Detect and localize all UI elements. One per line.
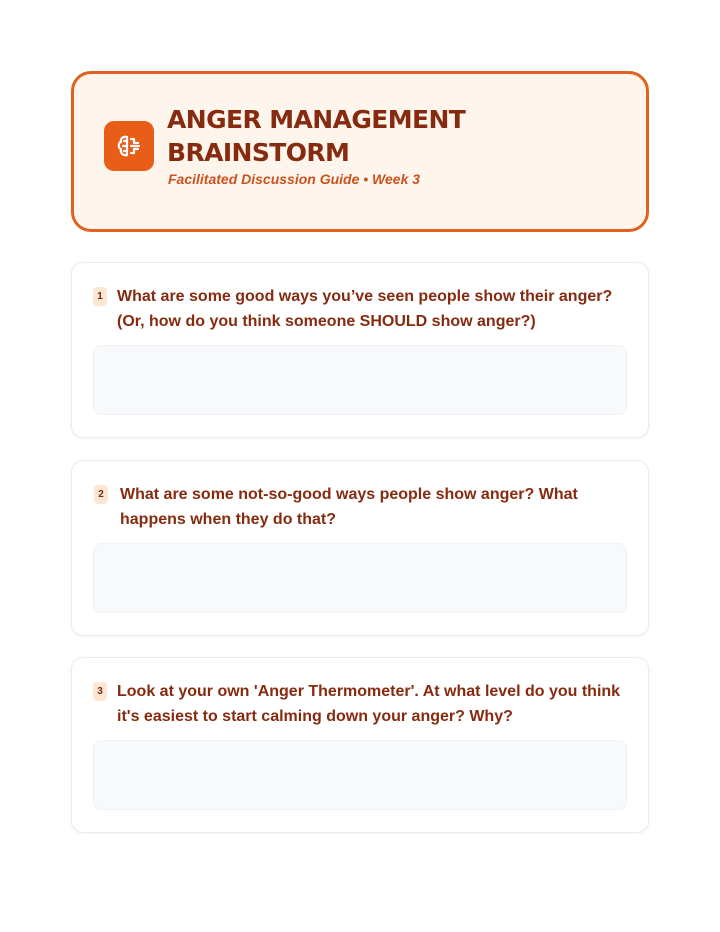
question-number-badge: 3 (93, 682, 107, 701)
question-line-1: What are some good ways you’ve seen people show their anger? (117, 288, 613, 305)
question-card-3 (71, 657, 649, 833)
logo-badge (104, 121, 154, 171)
question-number-badge: 1 (93, 287, 107, 306)
title-line-2: BRAINSTORM (167, 138, 350, 167)
question-line-2: it's easiest to start calming down your anger? Why? (117, 708, 513, 725)
header-card (71, 71, 649, 232)
answer-area[interactable] (93, 740, 627, 810)
brain-icon (114, 131, 144, 161)
question-text (117, 679, 637, 729)
page-subtitle: Facilitated Discussion Guide • Week 3 (168, 171, 421, 187)
question-text (120, 482, 640, 532)
question-number-badge: 2 (94, 485, 108, 504)
question-line-2: (Or, how do you think someone SHOULD show anger?) (117, 313, 536, 330)
question-card-1 (71, 262, 649, 438)
question-card-2 (71, 460, 649, 636)
question-line-1: What are some not-so-good ways people show anger? What (120, 486, 578, 503)
question-line-2: happens when they do that? (120, 511, 337, 528)
title-line-1: ANGER MANAGEMENT (167, 105, 466, 134)
page-title (167, 103, 627, 169)
question-line-1: Look at your own 'Anger Thermometer'. At what level do you think (117, 683, 621, 700)
question-text (117, 284, 637, 334)
answer-area[interactable] (93, 345, 627, 415)
answer-area[interactable] (93, 543, 627, 613)
